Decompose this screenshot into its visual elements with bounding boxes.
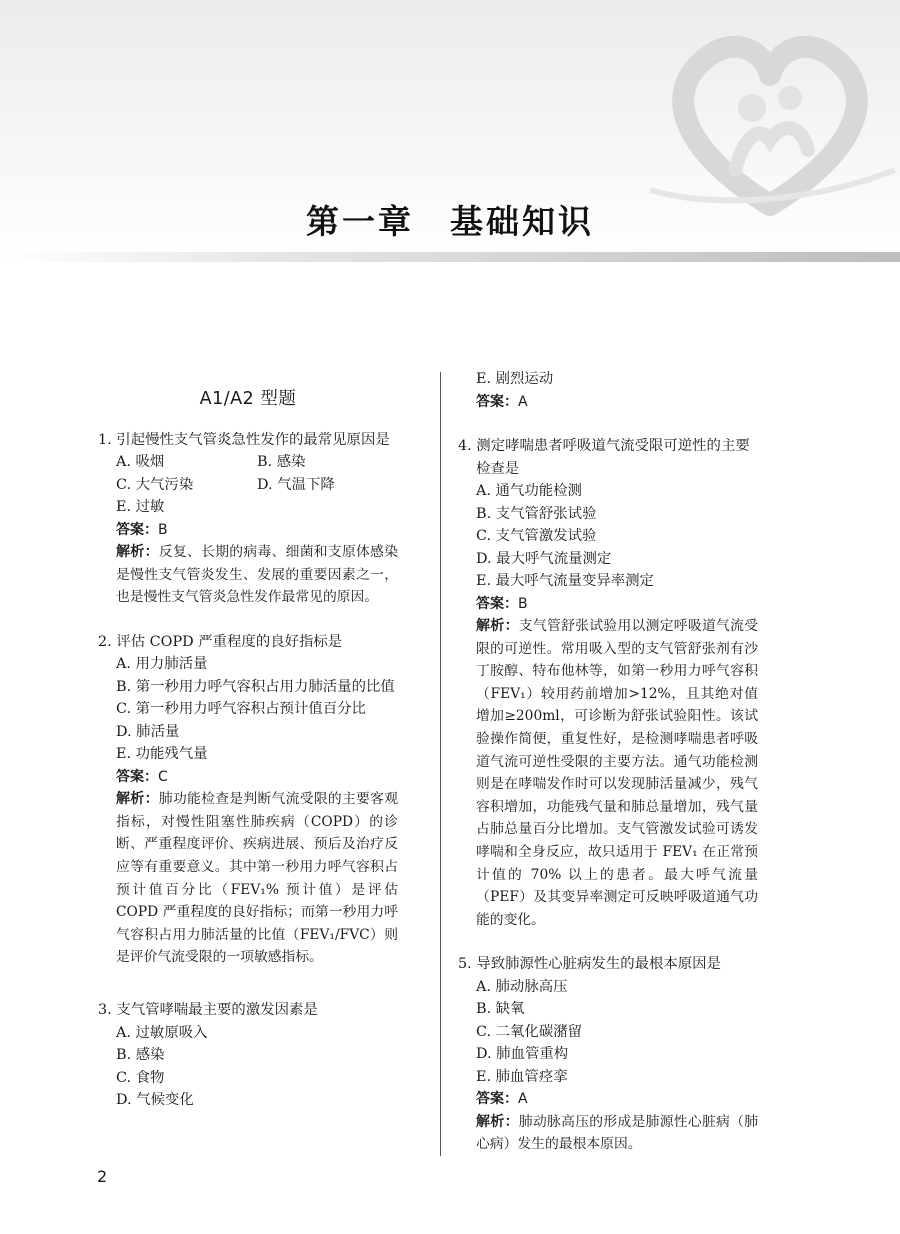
question-3 [98, 999, 398, 1112]
answer-line: 答案：C [116, 768, 168, 785]
question-stem: 1. 引起慢性支气管炎急性发作的最常见原因是 [98, 431, 390, 448]
answer-line: 答案：B [476, 595, 528, 612]
question-2 [98, 631, 398, 969]
option-d: D. 气温下降 [257, 476, 335, 493]
analysis-text: 解析：支气管舒张试验用以测定呼吸道气流受限的可逆性。常用吸入型的支气管舒张剂有沙丁胺醇、特布他林等，如第一秒用力呼气容积（FEV₁）较用药前增加>12%，且其绝对值增加≥200ml，可诊断为舒张试验阳性。该试验操作简便，重复性好，是检测哮喘患者呼吸道气流可逆性受限的主要方法。通气功能检测则是在哮喘发作时可以发现肺活量减少，残气容积增加，功能残气量和肺总量增加，残气量占肺总量百分比增加。支气管激发试验可诱发哮喘和全身反应，故只适用于 FEV₁ 在正常预计值的 70% 以上的患者。最大呼气流量（PEF）及其变异率测定可反映呼吸道通气功能的变化。 [476, 618, 759, 928]
option-d: D. 肺活量 [116, 723, 180, 740]
option-d: D. 气候变化 [116, 1092, 194, 1109]
option-b: B. 支气管舒张试验 [476, 505, 597, 522]
chapter-title: 第一章 基础知识 [306, 202, 594, 241]
option-c: C. 第一秒用力呼气容积占预计值百分比 [116, 701, 366, 718]
option-e: E. 最大呼气流量变异率测定 [476, 573, 654, 589]
answer-value: A [518, 393, 528, 410]
question-stem: 4. 测定哮喘患者呼吸道气流受限可逆性的主要检查是 [458, 438, 750, 477]
answer-line: 答案：B [116, 521, 168, 538]
section-title: A1/A2 型题 [199, 389, 297, 409]
answer-line: 答案：A [476, 393, 528, 410]
answer-value: A [518, 1091, 528, 1108]
option-a: A. 肺动脉高压 [476, 978, 568, 995]
option-e: E. 肺血管痉挛 [476, 1068, 568, 1085]
header-rule [0, 252, 900, 262]
question-stem: 5. 导致肺源性心脏病发生的最根本原因是 [458, 956, 721, 973]
option-a: A. 用力肺活量 [116, 656, 208, 673]
option-c: C. 二氧化碳潴留 [476, 1023, 582, 1040]
option-c: C. 支气管激发试验 [476, 528, 597, 544]
question-1 [98, 429, 398, 609]
option-c: C. 大气污染 [116, 476, 194, 493]
question-3-continued [458, 368, 758, 413]
option-e: E. 剧烈运动 [476, 371, 554, 387]
question-stem: 2. 评估 COPD 严重程度的良好指标是 [98, 633, 343, 650]
answer-line: 答案：A [476, 1091, 528, 1108]
question-4 [458, 435, 758, 931]
option-c: C. 食物 [116, 1069, 165, 1086]
option-a: A. 通气功能检测 [476, 483, 582, 499]
analysis-text: 解析：肺动脉高压的形成是肺源性心脏病（肺心病）发生的最根本原因。 [476, 1113, 759, 1153]
option-b: B. 感染 [116, 1047, 165, 1064]
option-e: E. 过敏 [116, 499, 165, 515]
option-b: B. 缺氧 [476, 1001, 525, 1018]
analysis-text: 解析：反复、长期的病毒、细菌和支原体感染是慢性支气管炎发生、发展的重要因素之一，也是慢性支气管炎急性发作最常见的原因。 [116, 544, 399, 606]
option-d: D. 肺血管重构 [476, 1046, 569, 1063]
column-divider [440, 372, 441, 1156]
left-column [98, 368, 398, 1134]
option-e: E. 功能残气量 [116, 746, 208, 763]
answer-value: B [518, 595, 528, 612]
question-5 [458, 953, 758, 1156]
answer-value: C [158, 768, 168, 785]
answer-value: B [158, 521, 168, 538]
option-a: A. 过敏原吸入 [116, 1024, 208, 1041]
right-column [458, 368, 758, 1178]
option-b: B. 感染 [257, 454, 306, 470]
analysis-text: 解析：肺功能检查是判断气流受限的主要客观指标，对慢性阻塞性肺疾病（COPD）的诊断、严重程度评价、疾病进展、预后及治疗反应等有重要意义。其中第一秒用力呼气容积占预计值百分比（FEV₁% 预计值）是评估 COPD 严重程度的良好指标；而第一秒用力呼气容积占用力肺活量的比值（FEV₁/FVC）则是评价气流受限的一项敏感指标。 [116, 791, 399, 966]
option-a: A. 吸烟 [116, 454, 165, 470]
option-d: D. 最大呼气流量测定 [476, 550, 612, 567]
option-b: B. 第一秒用力呼气容积占用力肺活量的比值 [116, 678, 395, 695]
page-number: 2 [97, 1167, 108, 1186]
question-stem: 3. 支气管哮喘最主要的激发因素是 [98, 1002, 318, 1019]
